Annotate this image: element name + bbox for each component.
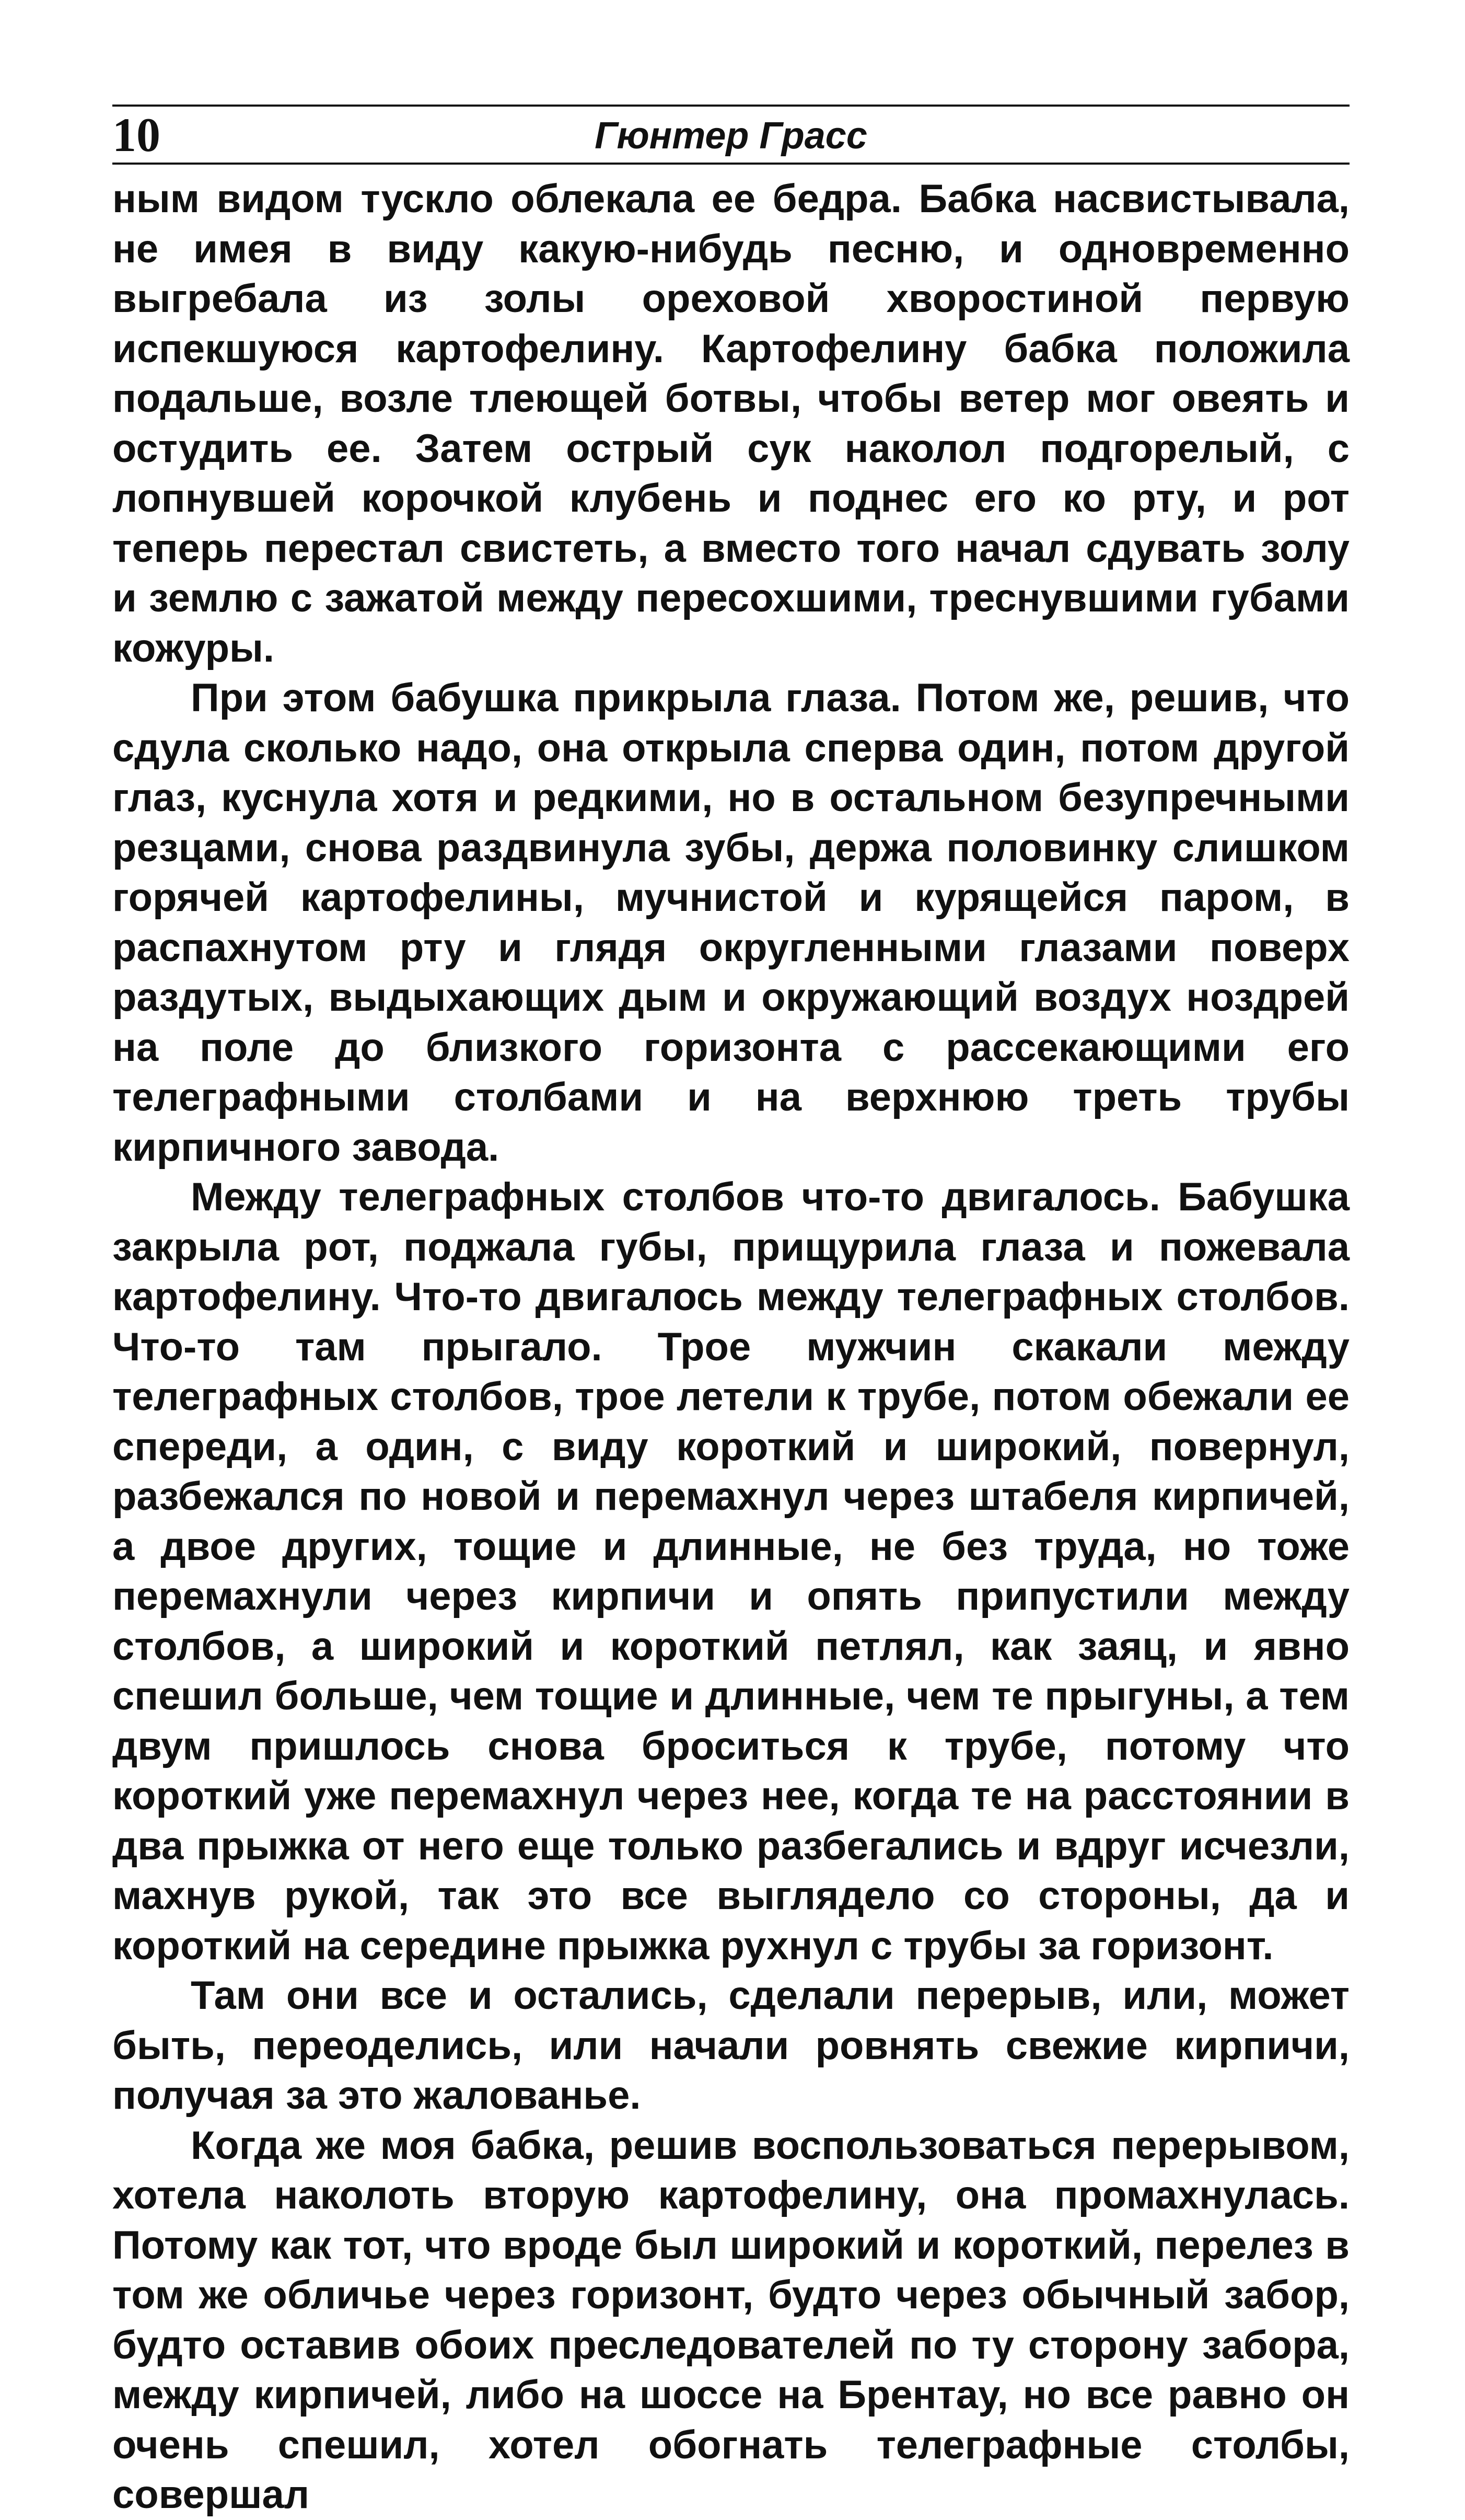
paragraph: ным видом тускло облекала ее бедра. Бабка насвистывала, не имея в виду какую-нибудь песню, и одновременно выгребала из золы ореховой хворостиной первую испекшуюся картофелину. Картофелину бабка положила подальше, возле тлеющей ботвы, чтобы ветер мог овеять и остудить ее. Затем острый сук наколол подгорелый, с лопнувшей корочкой клубень и поднес его ко рту, и рот теперь перестал свистеть, а вместо того начал сдувать золу и землю с зажатой между пересохшими, треснувшими губами кожуры. bbox=[112, 177, 1350, 671]
running-head-author: Гюнтер Грасс bbox=[595, 115, 867, 157]
body-text bbox=[112, 174, 1350, 2520]
paragraph: Когда же моя бабка, решив воспользоваться перерывом, хотела наколоть вторую картофелину, она промахнулась. Потому как тот, что вроде был широкий и короткий, перелез в том же обличье через горизонт, будто через обычный забор, будто оставив обоих преследователей по ту сторону забора, между кирпичей, либо на шоссе на Брентау, но все равно он очень спешил, хотел обогнать телеграфные столбы, совершал bbox=[112, 2123, 1350, 2517]
paragraph: Между телеграфных столбов что-то двигалось. Бабушка закрыла рот, поджала губы, прищурила глаза и пожевала картофелину. Что-то двигалось между телеграфных столбов. Что-то там прыгало. Трое мужчин скакали между телеграфных столбов, трое летели к трубе, потом обежали ее спереди, а один, с виду короткий и широкий, повернул, разбежался по новой и перемахнул через штабеля кирпичей, а двое других, тощие и длинные, не без труда, но тоже перемахнули через кирпичи и опять припустили между столбов, а широкий и короткий петлял, как заяц, и явно спешил больше, чем тощие и длинные, чем те прыгуны, а тем двум пришлось снова броситься к трубе, потому что короткий уже перемахнул через нее, когда те на расстоянии в два прыжка от него еще только разбегались и вдруг исчезли, махнув рукой, так это все выглядело со стороны, да и короткий на середине прыжка рухнул с трубы за горизонт. bbox=[112, 1175, 1350, 1968]
page-number: 10 bbox=[112, 108, 160, 161]
page-header bbox=[112, 105, 1350, 165]
book-page bbox=[112, 105, 1350, 2520]
paragraph: Там они все и остались, сделали перерыв, или, может быть, переоделись, или начали ровнять свежие кирпичи, получая за это жалованье. bbox=[112, 1973, 1350, 2118]
paragraph: При этом бабушка прикрыла глаза. Потом же, решив, что сдула сколько надо, она открыла сперва один, потом другой глаз, куснула хотя и редкими, но в остальном безупречными резцами, снова раздвинула зубы, держа половинку слишком горячей картофелины, мучнистой и курящейся паром, в распахнутом рту и глядя округленными глазами поверх раздутых, выдыхающих дым и окружающий воздух ноздрей на поле до близкого горизонта с рассекающими его телеграфными столбами и на верхнюю треть трубы кирпичного завода. bbox=[112, 676, 1350, 1170]
